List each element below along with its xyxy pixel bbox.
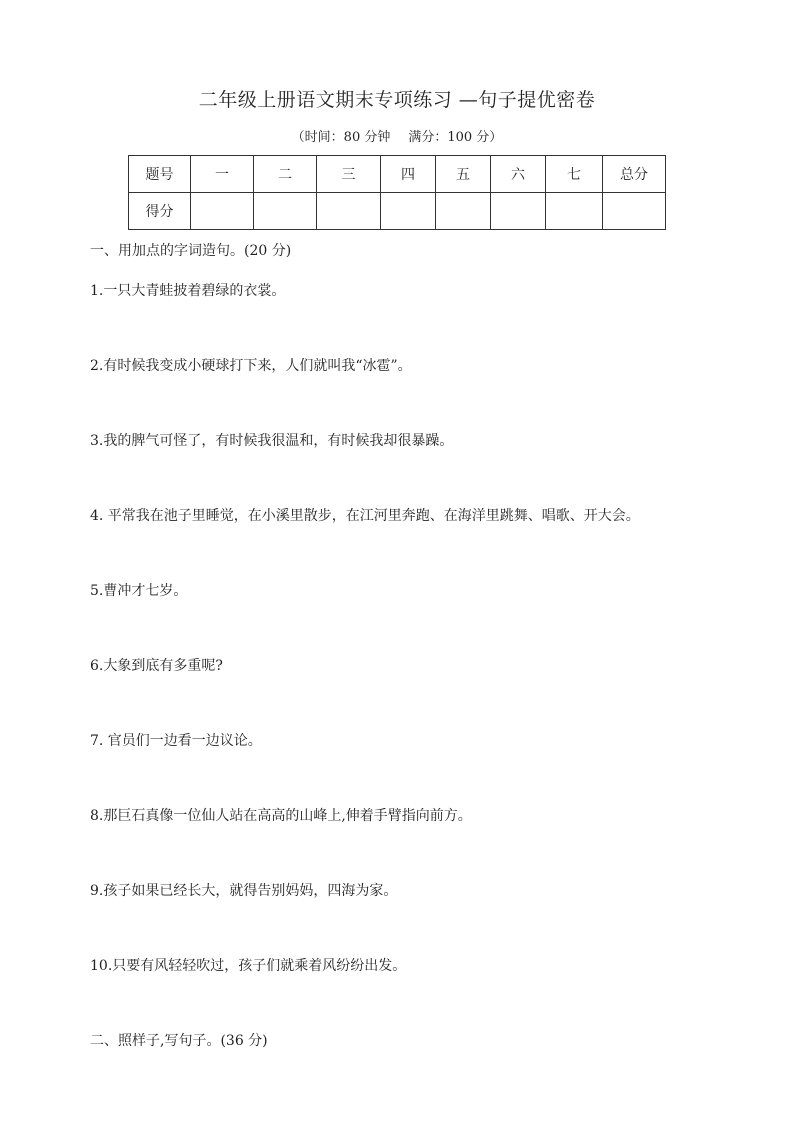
score-table-header-row bbox=[129, 156, 666, 193]
question-2: 2.有时候我变成小硬球打下来，人们就叫我“冰雹”。 bbox=[90, 358, 412, 374]
score-cell[interactable] bbox=[381, 193, 436, 230]
score-table-header-cell: 四 bbox=[381, 156, 436, 193]
question-3: 3.我的脾气可怪了，有时候我很温和，有时候我却很暴躁。 bbox=[90, 433, 454, 449]
score-cell[interactable] bbox=[436, 193, 491, 230]
score-cell[interactable] bbox=[603, 193, 666, 230]
question-10: 10.只要有风轻轻吹过，孩子们就乘着风纷纷出发。 bbox=[90, 958, 407, 974]
score-table-header-cell: 六 bbox=[491, 156, 546, 193]
exam-time: （时间：80 分钟 bbox=[291, 130, 391, 145]
score-table-header-cell: 三 bbox=[317, 156, 381, 193]
question-6: 6.大象到底有多重呢? bbox=[90, 658, 223, 674]
question-4: 4. 平常我在池子里睡觉，在小溪里散步，在江河里奔跑、在海洋里跳舞、唱歌、开大会。 bbox=[90, 508, 640, 524]
question-9: 9.孩子如果已经长大，就得告别妈妈，四海为家。 bbox=[90, 883, 398, 899]
question-8: 8.那巨石真像一位仙人站在高高的山峰上,伸着手臂指向前方。 bbox=[90, 808, 472, 824]
score-cell[interactable] bbox=[491, 193, 546, 230]
score-table-header-cell: 总分 bbox=[603, 156, 666, 193]
section-1-heading: 一、用加点的字词造句。(20 分) bbox=[90, 243, 292, 259]
score-cell[interactable] bbox=[191, 193, 254, 230]
score-table bbox=[128, 155, 666, 230]
question-7: 7. 官员们一边看一边议论。 bbox=[90, 733, 262, 749]
question-5: 5.曹冲才七岁。 bbox=[90, 583, 188, 599]
page-title: 二年级上册语文期末专项练习 —句子提优密卷 bbox=[198, 89, 596, 111]
score-cell[interactable] bbox=[546, 193, 603, 230]
section-2-heading: 二、照样子,写句子。(36 分) bbox=[90, 1033, 268, 1049]
question-1: 1.一只大青蛙披着碧绿的衣裳。 bbox=[90, 283, 286, 299]
score-table-header-cell: 题号 bbox=[129, 156, 191, 193]
score-table-score-row bbox=[129, 193, 666, 230]
score-table-header-cell: 五 bbox=[436, 156, 491, 193]
score-cell[interactable] bbox=[254, 193, 317, 230]
exam-info bbox=[0, 126, 794, 145]
score-table-header-cell: 二 bbox=[254, 156, 317, 193]
score-table-header-cell: 七 bbox=[546, 156, 603, 193]
exam-full-score: 满分：100 分） bbox=[408, 130, 503, 145]
score-cell[interactable] bbox=[317, 193, 381, 230]
score-table-header-cell: 一 bbox=[191, 156, 254, 193]
score-row-label: 得分 bbox=[129, 193, 191, 230]
